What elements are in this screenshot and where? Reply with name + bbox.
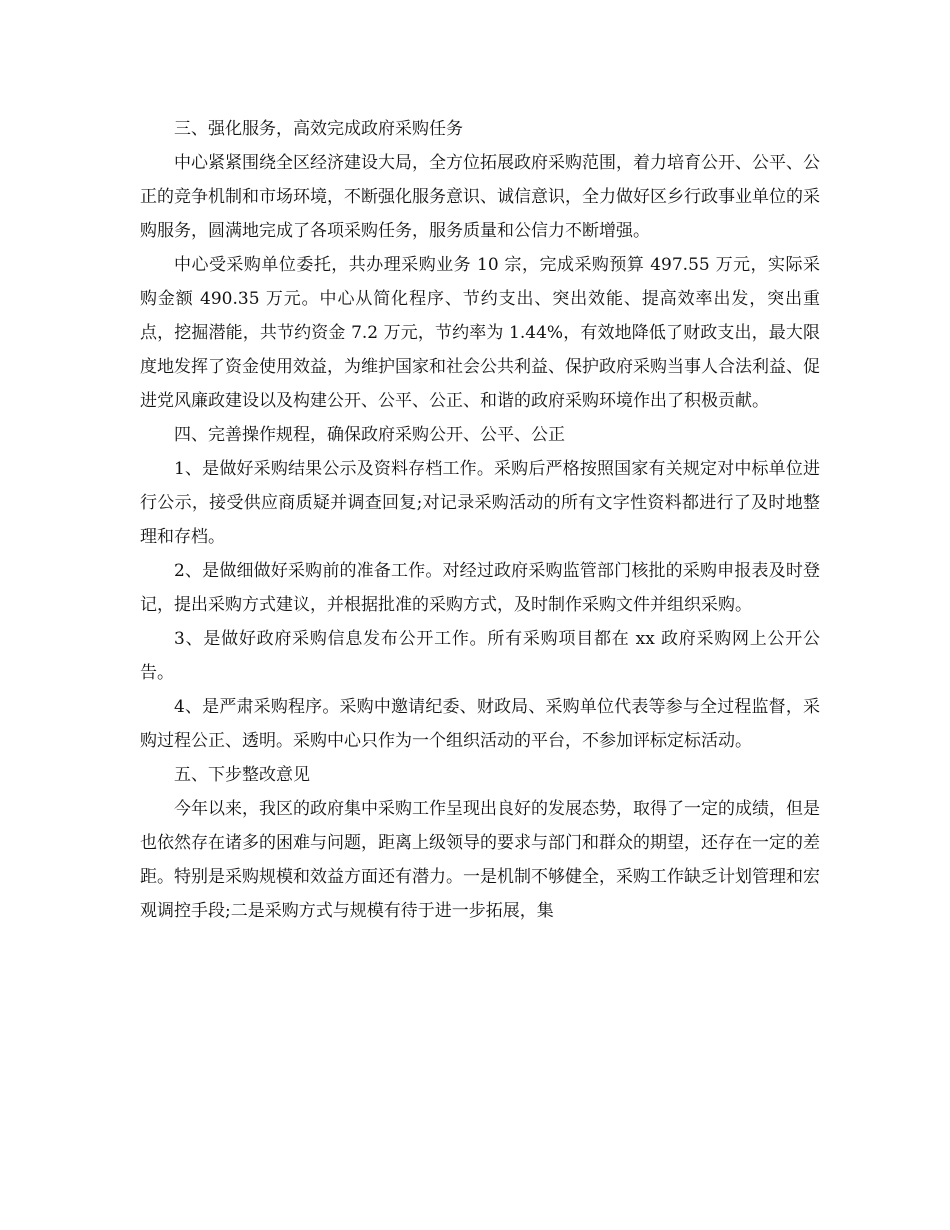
section-heading-4: 四、完善操作规程，确保政府采购公开、公平、公正 <box>174 425 565 445</box>
list-item: 2、是做细做好采购前的准备工作。对经过政府采购监管部门核批的采购申报表及时登记，提出采购方式建议，并根据批准的采购方式，及时制作采购文件并组织采购。 <box>140 561 820 615</box>
section-heading-3: 三、强化服务，高效完成政府采购任务 <box>174 119 463 139</box>
list-item: 1、是做好采购结果公示及资料存档工作。采购后严格按照国家有关规定对中标单位进行公示，接受供应商质疑并调查回复;对记录采购活动的所有文字性资料都进行了及时地整理和存档。 <box>140 459 820 547</box>
document-body <box>140 112 820 928</box>
list-item: 3、是做好政府采购信息发布公开工作。所有采购项目都在 xx 政府采购网上公开公告。 <box>140 629 820 683</box>
section-heading-5: 五、下步整改意见 <box>174 765 310 785</box>
paragraph: 中心紧紧围绕全区经济建设大局，全方位拓展政府采购范围，着力培育公开、公平、公正的竞争机制和市场环境，不断强化服务意识、诚信意识，全力做好区乡行政事业单位的采购服务，圆满地完成了各项采购任务，服务质量和公信力不断增强。 <box>140 153 820 241</box>
paragraph: 中心受采购单位委托，共办理采购业务 10 宗，完成采购预算 497.55 万元，实际采购金额 490.35 万元。中心从简化程序、节约支出、突出效能、提高效率出发，突出重点，挖掘潜能，共节约资金 7.2 万元，节约率为 1.44%，有效地降低了财政支出，最大限度地发挥了资金使用效益，为维护国家和社会公共利益、保护政府采购当事人合法利益、促进党风廉政建设以及构建公开、公平、公正、和谐的政府采购环境作出了积极贡献。 <box>140 255 820 411</box>
paragraph: 今年以来，我区的政府集中采购工作呈现出良好的发展态势，取得了一定的成绩，但是也依然存在诸多的困难与问题，距离上级领导的要求与部门和群众的期望，还存在一定的差距。特别是采购规模和效益方面还有潜力。一是机制不够健全，采购工作缺乏计划管理和宏观调控手段;二是采购方式与规模有待于进一步拓展，集 <box>140 799 820 921</box>
list-item: 4、是严肃采购程序。采购中邀请纪委、财政局、采购单位代表等参与全过程监督，采购过程公正、透明。采购中心只作为一个组织活动的平台，不参加评标定标活动。 <box>140 697 820 751</box>
